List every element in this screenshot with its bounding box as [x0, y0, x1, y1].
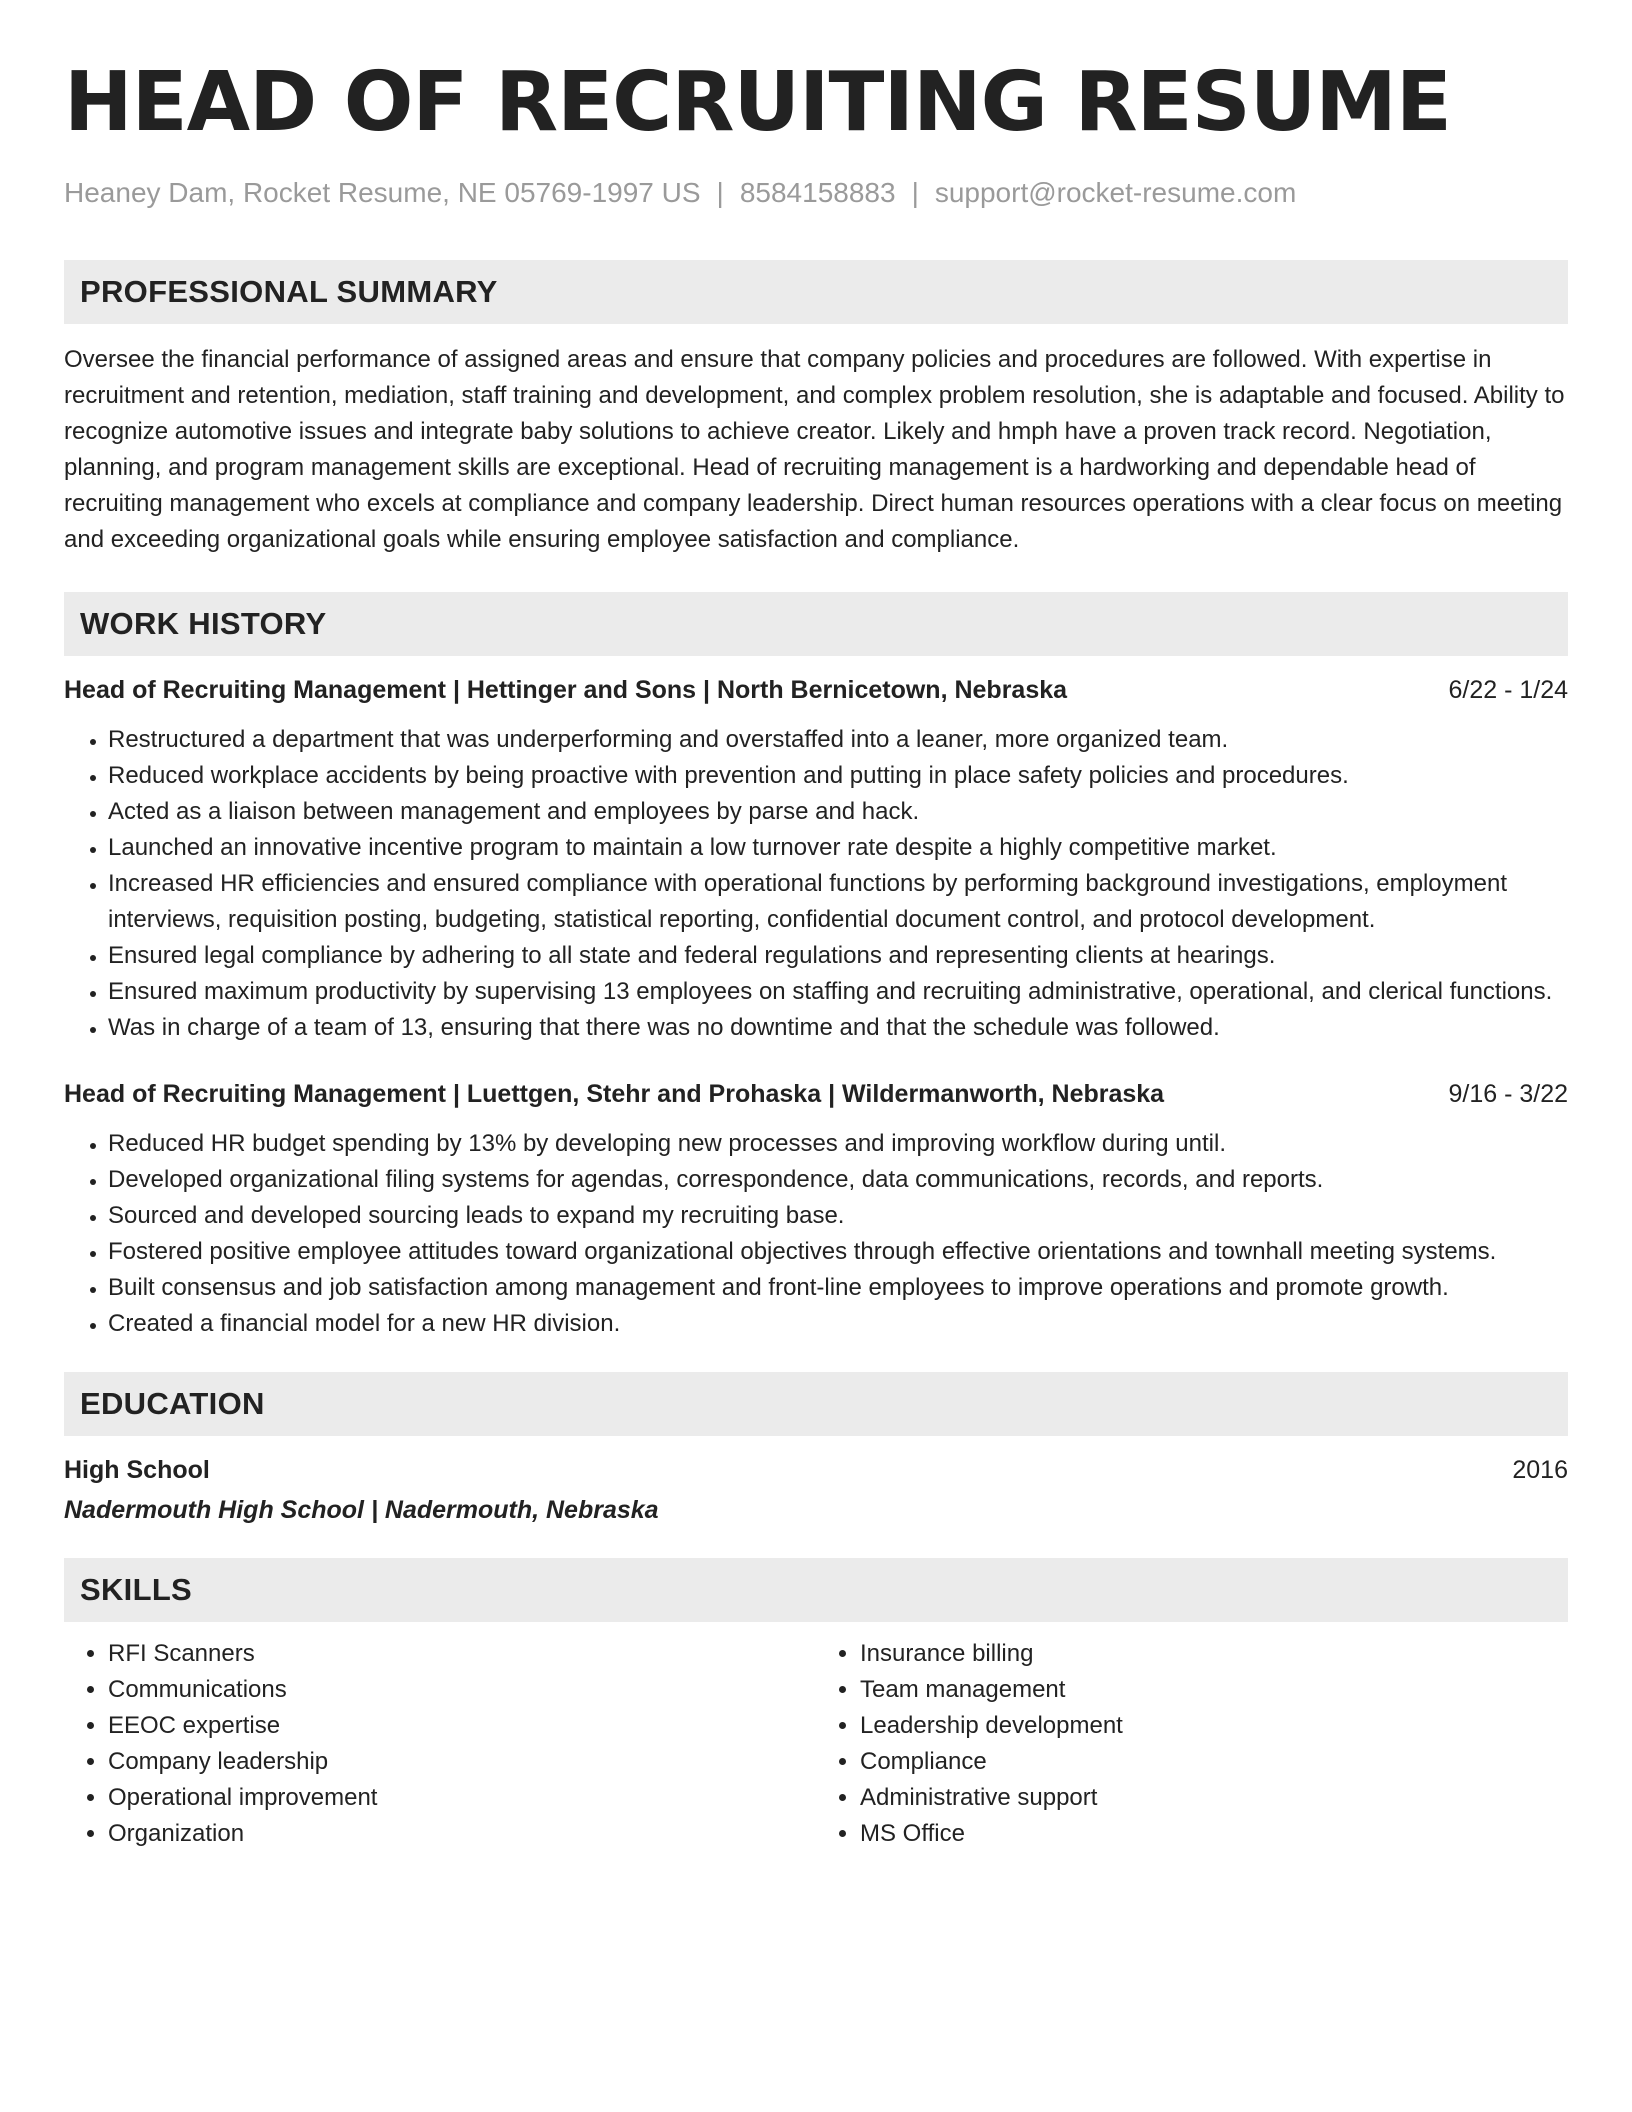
job-title: Head of Recruiting Management | Hettinger and Sons | North Bernicetown, Nebraska — [64, 676, 1068, 704]
job-bullet: • Sourced and developed sourcing leads to expand my recruiting base. — [108, 1198, 1568, 1234]
job-entry — [64, 1078, 1568, 1342]
job-entry — [64, 674, 1568, 1046]
job-bullet: • Built consensus and job satisfaction among management and front-line employees to improve operations and promote growth. — [108, 1270, 1568, 1306]
job-bullet: • Ensured legal compliance by adhering to all state and federal regulations and representing clients at hearings. — [108, 938, 1568, 974]
section-heading-education: EDUCATION — [64, 1372, 1568, 1436]
skill-item: • EEOC expertise — [108, 1708, 816, 1744]
skill-item: • Insurance billing — [860, 1636, 1568, 1672]
job-bullet: • Fostered positive employee attitudes toward organizational objectives through effective orientations and townhall meeting systems. — [108, 1234, 1568, 1270]
skill-item: • MS Office — [860, 1816, 1568, 1852]
job-bullet: • Was in charge of a team of 13, ensuring that there was no downtime and that the schedule was followed. — [108, 1010, 1568, 1046]
job-bullet: • Reduced HR budget spending by 13% by developing new processes and improving workflow during until. — [108, 1126, 1568, 1162]
skill-item: • Communications — [108, 1672, 816, 1708]
job-bullet: • Acted as a liaison between management and employees by parse and hack. — [108, 794, 1568, 830]
job-bullet: • Developed organizational filing systems for agendas, correspondence, data communications, records, and reports. — [108, 1162, 1568, 1198]
job-bullet: • Increased HR efficiencies and ensured compliance with operational functions by performing background investigations, employment interviews, requisition posting, budgeting, statistical reporting, confidential document control, and protocol development. — [108, 866, 1568, 938]
job-bullets — [64, 722, 1568, 1046]
job-bullet: • Ensured maximum productivity by supervising 13 employees on staffing and recruiting administrative, operational, and clerical functions. — [108, 974, 1568, 1010]
skill-item: • Operational improvement — [108, 1780, 816, 1816]
skill-item: • Administrative support — [860, 1780, 1568, 1816]
contact-address: Heaney Dam, Rocket Resume, NE 05769-1997 US — [64, 177, 701, 208]
resume-title: HEAD OF RECRUITING RESUME — [64, 55, 1451, 150]
skill-item: • Company leadership — [108, 1744, 816, 1780]
summary-paragraph: Oversee the financial performance of assigned areas and ensure that company policies and procedures are followed. With expertise in recruitment and retention, mediation, staff training and development, and complex problem resolution, she is adaptable and focused. Ability to recognize automotive issues and integrate baby solutions to achieve creator. Likely and hmph have a proven track record. Negotiation, planning, and program management skills are exceptional. Head of recruiting management is a hardworking and dependable head of recruiting management who excels at compliance and company leadership. Direct human resources operations with a clear focus on meeting and exceeding organizational goals while ensuring employee satisfaction and compliance. — [64, 346, 1565, 553]
job-bullet: • Launched an innovative incentive program to maintain a low turnover rate despite a highly competitive market. — [108, 830, 1568, 866]
education-header — [64, 1454, 1568, 1486]
job-title: Head of Recruiting Management | Luettgen, Stehr and Prohaska | Wildermanworth, Nebraska — [64, 1080, 1165, 1108]
section-heading-work: WORK HISTORY — [64, 592, 1568, 656]
skill-item: • Leadership development — [860, 1708, 1568, 1744]
skills-column-left — [64, 1636, 816, 1852]
contact-phone: 8584158883 — [739, 177, 896, 208]
section-heading-summary: PROFESSIONAL SUMMARY — [64, 260, 1568, 324]
contact-separator: | — [911, 177, 919, 208]
section-heading-skills: SKILLS — [64, 1558, 1568, 1622]
contact-email: support@rocket-resume.com — [934, 177, 1297, 208]
job-bullet: • Restructured a department that was underperforming and overstaffed into a leaner, more organized team. — [108, 722, 1568, 758]
contact-line — [64, 176, 1568, 210]
job-dates: 6/22 - 1/24 — [1448, 676, 1568, 704]
skills-column-right — [816, 1636, 1568, 1852]
job-dates: 9/16 - 3/22 — [1448, 1080, 1568, 1108]
contact-separator: | — [716, 177, 724, 208]
job-header — [64, 1078, 1568, 1110]
education-degree: High School — [64, 1456, 210, 1484]
job-header — [64, 674, 1568, 706]
education-school: Nadermouth High School | Nadermouth, Nebraska — [64, 1496, 659, 1524]
skill-item: • RFI Scanners — [108, 1636, 816, 1672]
skill-item: • Compliance — [860, 1744, 1568, 1780]
education-year: 2016 — [1512, 1456, 1568, 1484]
job-bullets — [64, 1126, 1568, 1342]
skill-item: • Organization — [108, 1816, 816, 1852]
job-bullet: • Created a financial model for a new HR division. — [108, 1306, 1568, 1342]
skill-item: • Team management — [860, 1672, 1568, 1708]
job-bullet: • Reduced workplace accidents by being proactive with prevention and putting in place safety policies and procedures. — [108, 758, 1568, 794]
skills-columns — [64, 1636, 1568, 1852]
